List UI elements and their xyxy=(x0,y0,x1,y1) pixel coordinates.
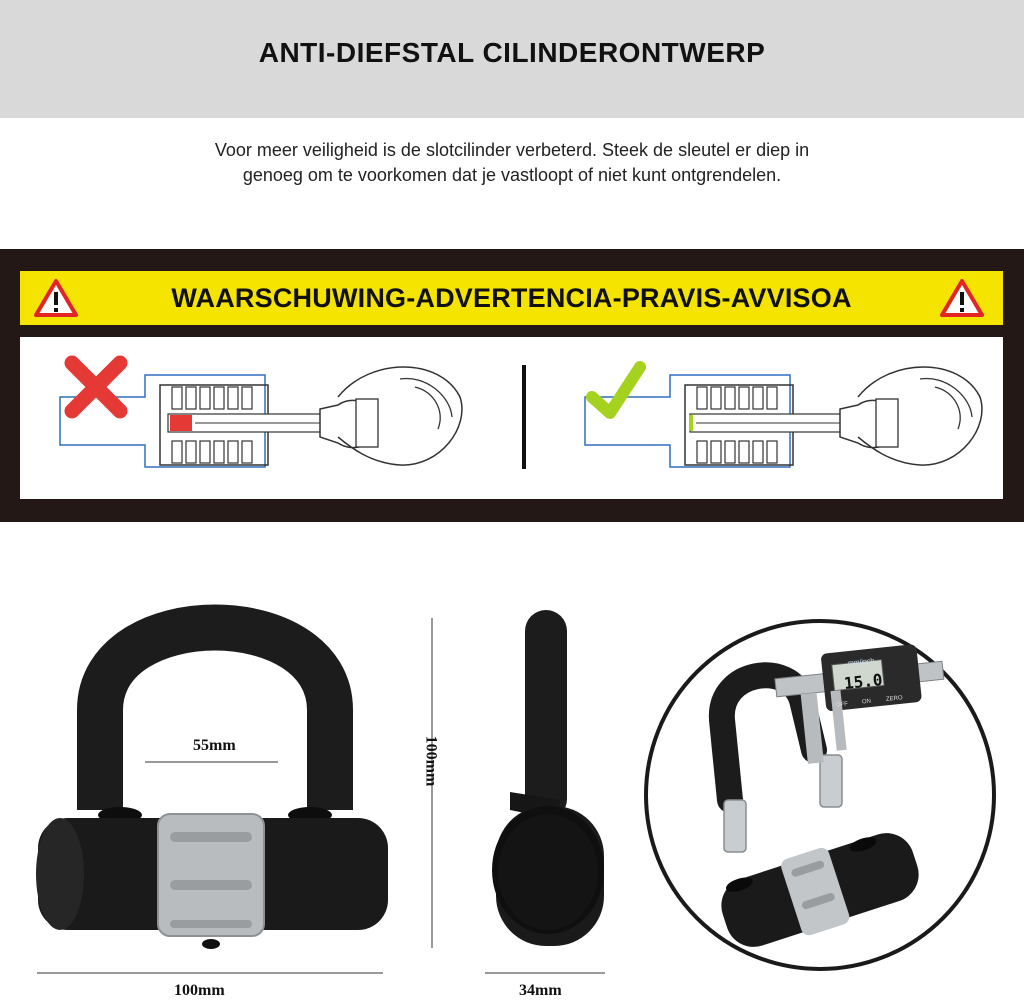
caliper-reading: 15.0 xyxy=(843,670,884,693)
measurement-inset xyxy=(646,621,994,969)
caliper-off-label: OFF xyxy=(835,701,849,709)
red-cross-icon xyxy=(72,363,120,411)
intro-line-2: genoeg om te voorkomen dat je vastloopt of niet kunt ontgrendelen. xyxy=(242,165,782,185)
caliper-on-label: ON xyxy=(861,698,872,706)
correct-insertion-diagram xyxy=(585,367,982,467)
warning-triangle-icon xyxy=(34,278,78,318)
product-views xyxy=(0,560,1024,1000)
header-band xyxy=(0,0,1024,118)
shackle-width-label: 55mm xyxy=(193,737,236,754)
green-check-icon xyxy=(592,367,640,413)
warning-bar xyxy=(20,271,1003,325)
caliper-zero-label: ZERO xyxy=(885,695,903,703)
lock-side-view xyxy=(492,610,604,946)
warning-triangle-icon xyxy=(940,278,984,318)
lock-front-view xyxy=(36,628,388,950)
body-length-label: 100mm xyxy=(174,982,225,999)
warning-title: WAARSCHUWING-ADVERTENCIA-PRAVIS-AVVISOA xyxy=(171,282,852,313)
caliper-unit-label: mm/inch xyxy=(847,657,875,668)
divider xyxy=(522,365,526,469)
intro-line-1: Voor meer veiligheid is de slotcilinder verbeterd. Steek de sleutel er diep in xyxy=(214,140,810,160)
body-depth-label: 34mm xyxy=(519,982,562,999)
intro-text xyxy=(130,138,894,188)
height-label: 100mm xyxy=(422,735,440,787)
page-title: ANTI-DIEFSTAL CILINDERONTWERP xyxy=(258,37,766,68)
key-insertion-diagram xyxy=(20,337,1003,499)
